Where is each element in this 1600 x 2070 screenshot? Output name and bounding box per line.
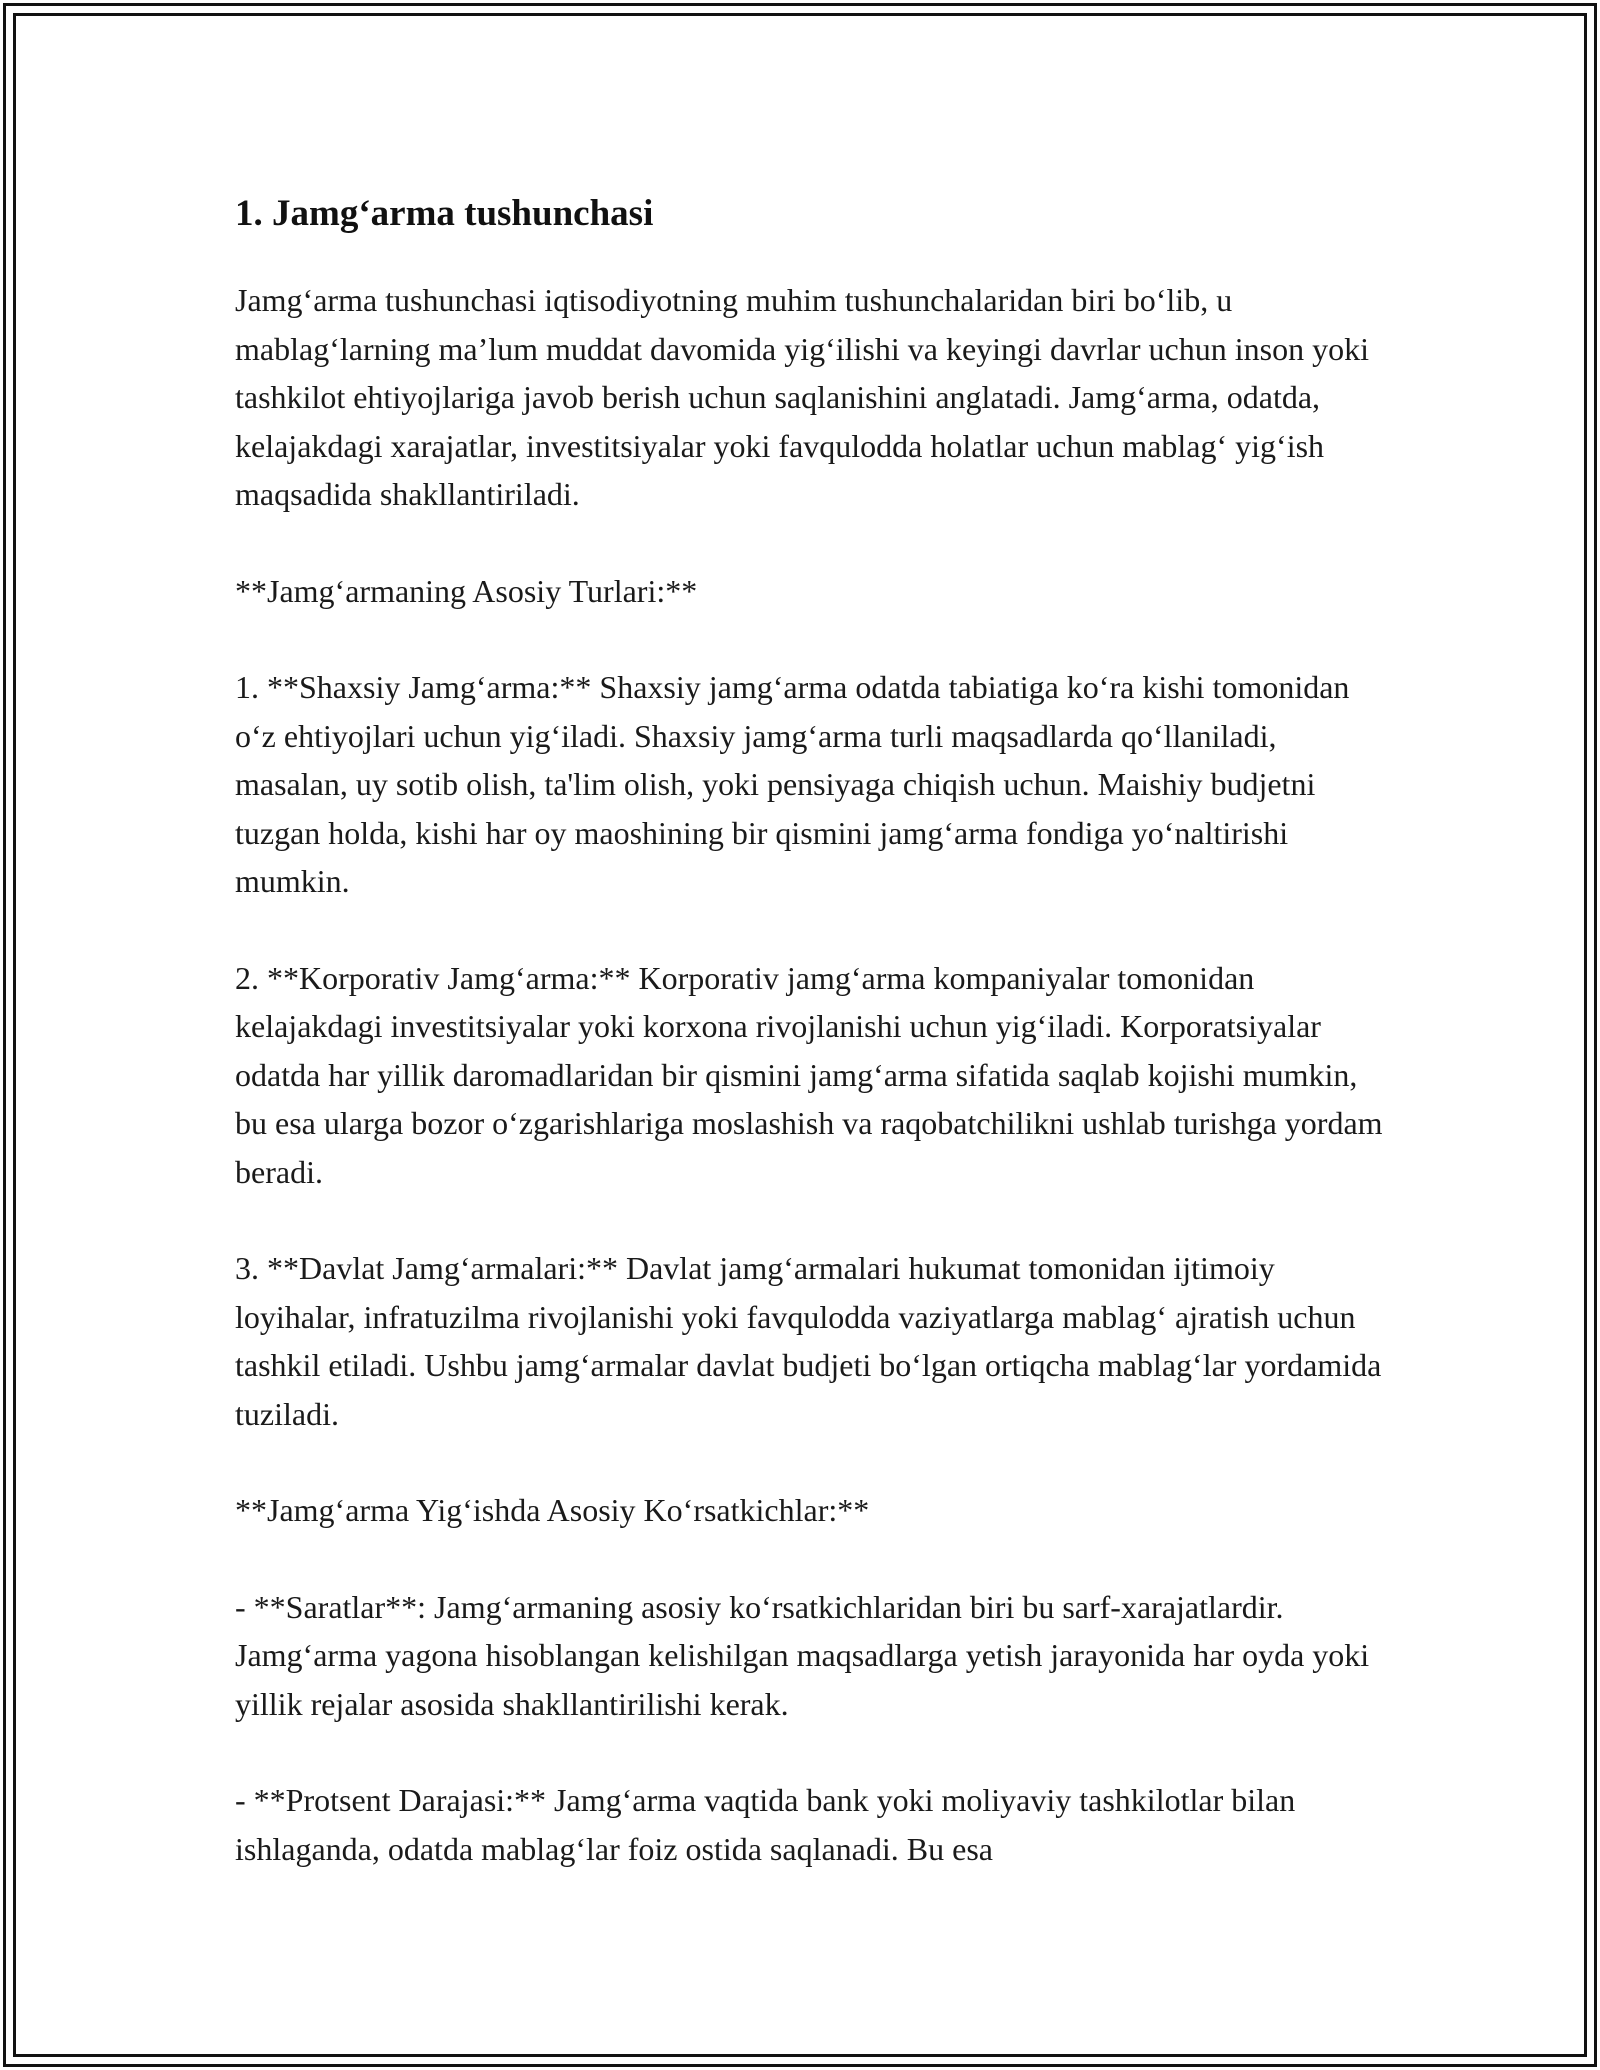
section-heading: 1. Jamg‘arma tushunchasi bbox=[235, 193, 654, 234]
list-item-corporate-savings: 2. **Korporativ Jamg‘arma:** Korporativ jamg‘arma kompaniyalar tomonidan kelajakdagi investitsiyalar yoki korxona rivojlanishi uchun yig‘iladi. Korporatsiyalar odatda har yillik daromadlaridan bir qismini jamg‘arma sifatida saqlab kojishi mumkin, bu esa ularga bozor o‘zgarishlariga moslashish va raqobatchilikni ushlab turishga yordam beradi. bbox=[235, 959, 1383, 1190]
intro-paragraph: Jamg‘arma tushunchasi iqtisodiyotning muhim tushunchalaridan biri bo‘lib, u mablag‘larning ma’lum muddat davomida yig‘ilishi va keyingi davrlar uchun inson yoki tashkilot ehtiyojlariga javob berish uchun saqlanishini anglatadi. Jamg‘arma, odatda, kelajakdagi xarajatlar, investitsiyalar yoki favqulodda holatlar uchun mablag‘ yig‘ish maqsadida shakllantiriladi. bbox=[235, 282, 1369, 512]
list-item-state-savings: 3. **Davlat Jamg‘armalari:** Davlat jamg‘armalari hukumat tomonidan ijtimoiy loyihalar, infratuzilma rivojlanishi yoki favqulodda vaziyatlarga mablag‘ ajratish uchun tashkil etiladi. Ushbu jamg‘armalar davlat budjeti bo‘lgan ortiqcha mablag‘lar yordamida tuziladi. bbox=[235, 1250, 1382, 1432]
document-body bbox=[235, 188, 1395, 1873]
bullet-expenses: - **Saratlar**: Jamg‘armaning asosiy ko‘rsatkichlaridan biri bu sarf-xarajatlardir. Jamg‘arma yagona hisoblangan kelishilgan maqsadlarga yetish jarayonida har oyda yoki yillik rejalar asosida shakllantirilishi kerak. bbox=[235, 1588, 1370, 1722]
bullet-interest-rate: - **Protsent Darajasi:** Jamg‘arma vaqtida bank yoki moliyaviy tashkilotlar bilan ishlaganda, odatda mablag‘lar foiz ostida saqlanadi. Bu esa bbox=[235, 1782, 1296, 1867]
indicators-subheading: **Jamg‘arma Yig‘ishda Asosiy Ko‘rsatkichlar:** bbox=[235, 1492, 870, 1528]
list-item-personal-savings: 1. **Shaxsiy Jamg‘arma:** Shaxsiy jamg‘arma odatda tabiatiga ko‘ra kishi tomonidan o‘z ehtiyojlari uchun yig‘iladi. Shaxsiy jamg‘arma turli maqsadlarda qo‘llaniladi, masalan, uy sotib olish, ta'lim olish, yoki pensiyaga chiqish uchun. Maishiy budjetni tuzgan holda, kishi har oy maoshining bir qismini jamg‘arma fondiga yo‘naltirishi mumkin. bbox=[235, 669, 1350, 899]
types-subheading: **Jamg‘armaning Asosiy Turlari:** bbox=[235, 572, 698, 609]
